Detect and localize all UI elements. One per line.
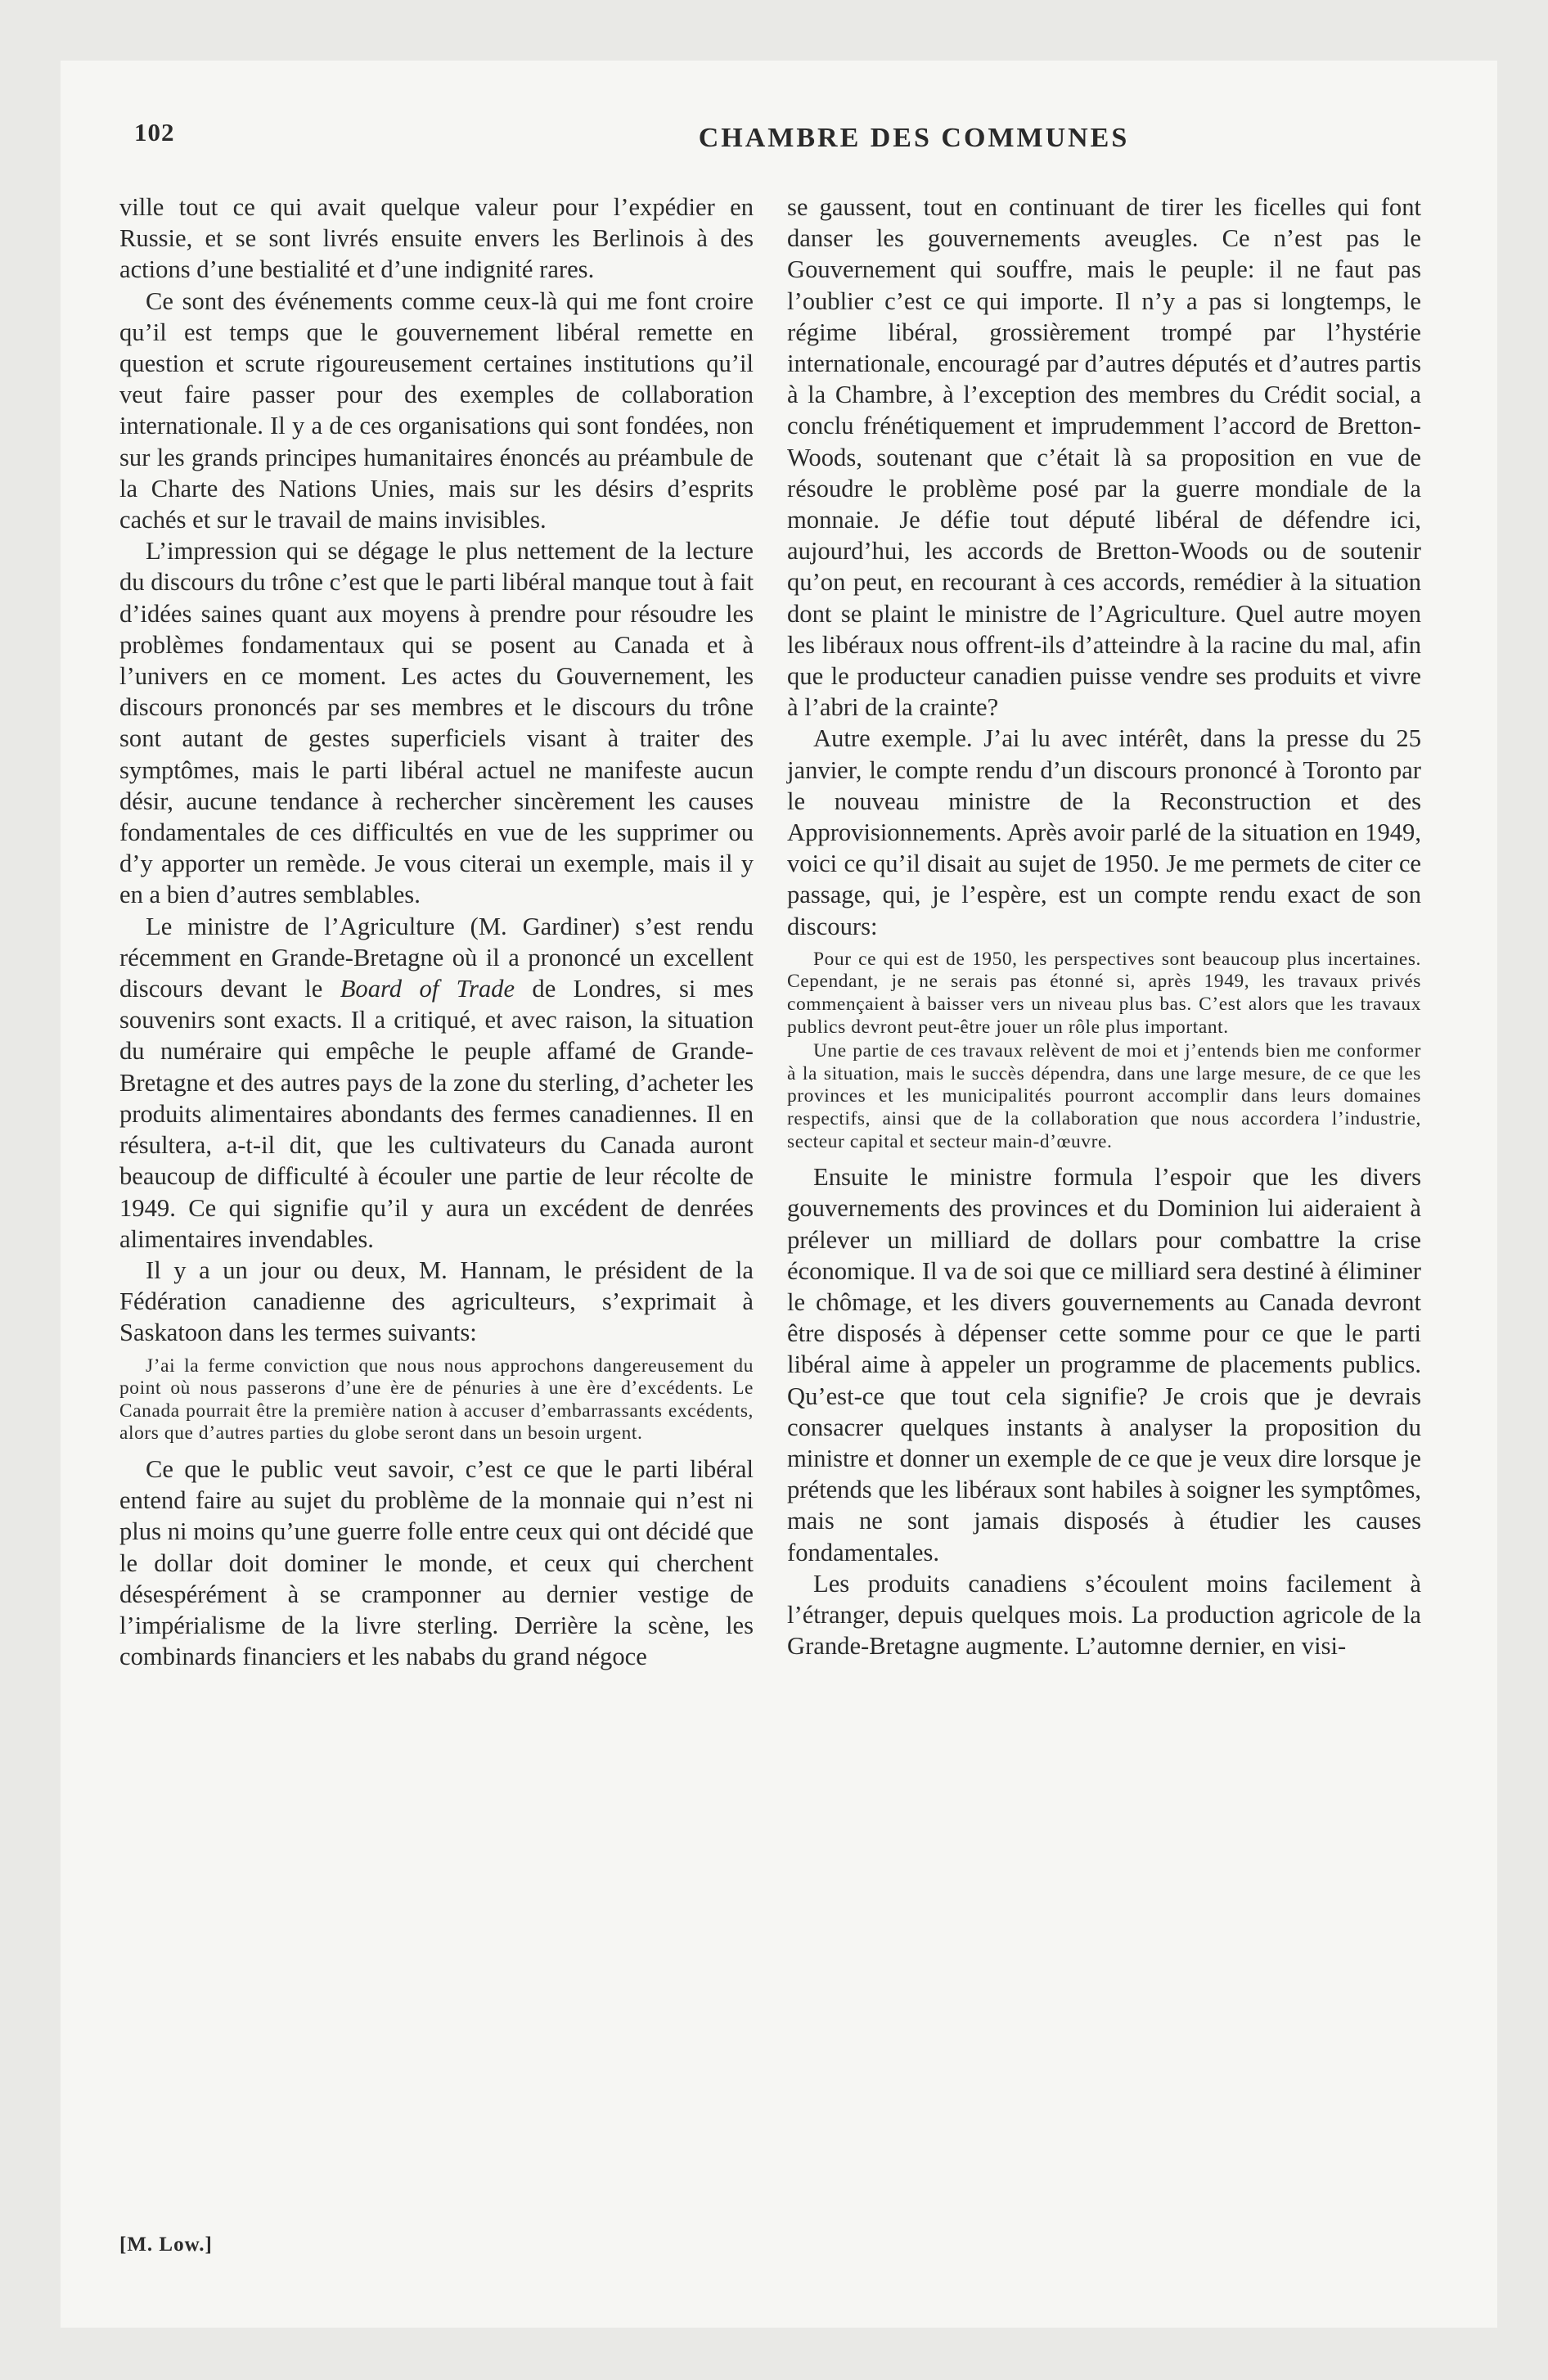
quotation-text: Pour ce qui est de 1950, les perspectives sont beaucoup plus incertaines. Cependant, je ne serais pas étonné si, après 1949, les travaux privés commençaient à baisser vers un niveau plus bas. C’est alors que les travaux publics devront peut-être jouer un rôle plus important. xyxy=(787,948,1421,1038)
paragraph xyxy=(119,911,754,1255)
paragraph: L’impression qui se dégage le plus nettement de la lecture du discours du trône c’est que le parti libéral manque tout à fait d’idées saines quant aux moyens à prendre pour résoudre les problèmes fondamentaux qui se posent au Canada et à l’univers en ce moment. Les actes du Gouvernement, les discours prononcés par ses membres et le discours du trône sont autant de gestes superficiels visant à traiter des symptômes, mais le parti libéral actuel ne manifeste aucun désir, aucune tendance à rechercher sincèrement les causes fondamentales de ces difficultés en vue de les supprimer ou d’y apporter un remède. Je vous citerai un exemple, mais il y en a bien d’autres semblables. xyxy=(119,537,754,909)
page-number: 102 xyxy=(134,118,175,146)
document-page xyxy=(61,61,1497,2328)
paragraph: Ce sont des événements comme ceux-là qui me font croire qu’il est temps que le gouvernement libéral remette en question et scrute rigoureusement certaines institutions qu’il veut faire passer pour des exemples de collaboration internationale. Il y a de ces organisations qui sont fondées, non sur les grands principes humanitaires énoncés au préambule de la Charte des Nations Unies, mais sur les désirs d’esprits cachés et sur le travail de mains invisibles. xyxy=(119,286,754,534)
right-column xyxy=(787,192,1421,1661)
paragraph: Il y a un jour ou deux, M. Hannam, le président de la Fédération canadienne des agriculteurs, s’exprimait à Saskatoon dans les termes suivants: xyxy=(119,1255,754,1347)
paragraph: Ensuite le ministre formula l’espoir que les divers gouvernements des provinces et du Dominion lui aideraient à prélever un milliard de dollars pour combattre la crise économique. Il va de soi que ce milliard sera destiné à éliminer le chômage, et les divers gouvernements au Canada devront être disposés à dépenser cette somme pour ce que le parti libéral aime à appeler un programme de placements publics. Qu’est-ce que tout cela signifie? Je crois que je devrais consacrer quelques instants à analyser la proposition du ministre et donner un exemple de ce que je veux dire lorsque je prétends que les libéraux sont habiles à soigner les symptômes, mais ne sont jamais disposés à étudier les causes fondamentales. xyxy=(787,1163,1421,1566)
speaker-footer: [M. Low.] xyxy=(119,2234,213,2256)
paragraph: Autre exemple. J’ai lu avec intérêt, dans la presse du 25 janvier, le compte rendu d’un discours prononcé à Toronto par le nouveau ministre de la Reconstruction et des Approvisionnements. Après avoir parlé de la situation en 1949, voici ce qu’il disait au sujet de 1950. Je me permets de citer ce passage, qui, je l’espère, est un compte rendu exact de son discours: xyxy=(787,724,1421,940)
italic-title: Board of Trade xyxy=(340,975,515,1003)
running-head: CHAMBRE DES COMMUNES xyxy=(698,123,1130,153)
paragraph: Les produits canadiens s’écoulent moins facilement à l’étranger, depuis quelques mois. La production agricole de la Grande-Bretagne augmente. L’automne dernier, en visi- xyxy=(787,1569,1421,1661)
quotation-text: Une partie de ces travaux relèvent de moi et j’entends bien me conformer à la situation, mais le succès dépendra, dans une large mesure, de ce que les provinces et les municipalités pourront accomplir dans leurs domaines respectifs, ainsi que de la collaboration que nous accordera l’industrie, secteur capital et secteur main-d’œuvre. xyxy=(787,1040,1421,1152)
paragraph: se gaussent, tout en continuant de tirer les ficelles qui font danser les gouvernements aveugles. Ce n’est pas le Gouvernement qui souffre, mais le peuple: il ne faut pas l’oublier c’est ce qui importe. Il n’y a pas si longtemps, le régime libéral, grossièrement trompé par l’hystérie internationale, encouragé par d’autres députés et d’autres partis à la Chambre, à l’exception des membres du Crédit social, a conclu frénétiquement et imprudemment l’accord de Bretton-Woods, soutenant que c’était là sa proposition en vue de résoudre le problème posé par la guerre mondiale de la monnaie. Je défie tout député libéral de défendre ici, aujourd’hui, les accords de Bretton-Woods ou de soutenir qu’on peut, en recourant à ces accords, remédier à la situation dont se plaint le ministre de l’Agriculture. Quel autre moyen les libéraux nous offrent-ils d’atteindre à la racine du mal, afin que le producteur canadien puisse vendre ses produits et vivre à l’abri de la crainte? xyxy=(787,193,1421,722)
paragraph-text: Le ministre de l’Agriculture (M. Gardiner) s’est rendu récemment en Grande-Bretagne où il a prononcé un excellent discours devant le xyxy=(119,912,754,1003)
quotation xyxy=(787,949,1421,1153)
paragraph: ville tout ce qui avait quelque valeur pour l’expédier en Russie, et se sont livrés ensuite envers les Berlinois à des actions d’une bestialité et d’une indignité rares. xyxy=(119,193,754,284)
paragraph: Ce que le public veut savoir, c’est ce que le parti libéral entend faire au sujet du problème de la monnaie qui n’est ni plus ni moins qu’une guerre folle entre ceux qui ont décidé que le dollar doit dominer le monde, et ceux qui cherchent désespérément à se cramponner au dernier vestige de l’impérialisme de la livre sterling. Derrière la scène, les combinards financiers et les nababs du grand négoce xyxy=(119,1454,754,1671)
left-column xyxy=(119,192,754,1672)
paragraph-text: de Londres, si mes souvenirs sont exacts. Il a critiqué, et avec raison, la situation du numéraire qui empêche le peuple affamé de Grande-Bretagne et des autres pays de la zone du sterling, d’acheter les produits alimentaires abondants des fermes canadiennes. Il en résultera, a-t-il dit, que les cultivateurs du Canada auront beaucoup de difficulté à écouler une partie de leur récolte de 1949. Ce qui signifie qu’il y aura un excédent de denrées alimentaires invendables. xyxy=(119,975,754,1253)
quotation xyxy=(119,1355,754,1445)
page-header xyxy=(134,118,1424,167)
quotation-text: J’ai la ferme conviction que nous nous approchons dangereusement du point où nous passerons d’une ère de pénuries à une ère d’excédents. Le Canada pourrait être la première nation à accuser d’embarrassants excédents, alors que d’autres parties du globe seront dans un besoin urgent. xyxy=(119,1355,754,1445)
